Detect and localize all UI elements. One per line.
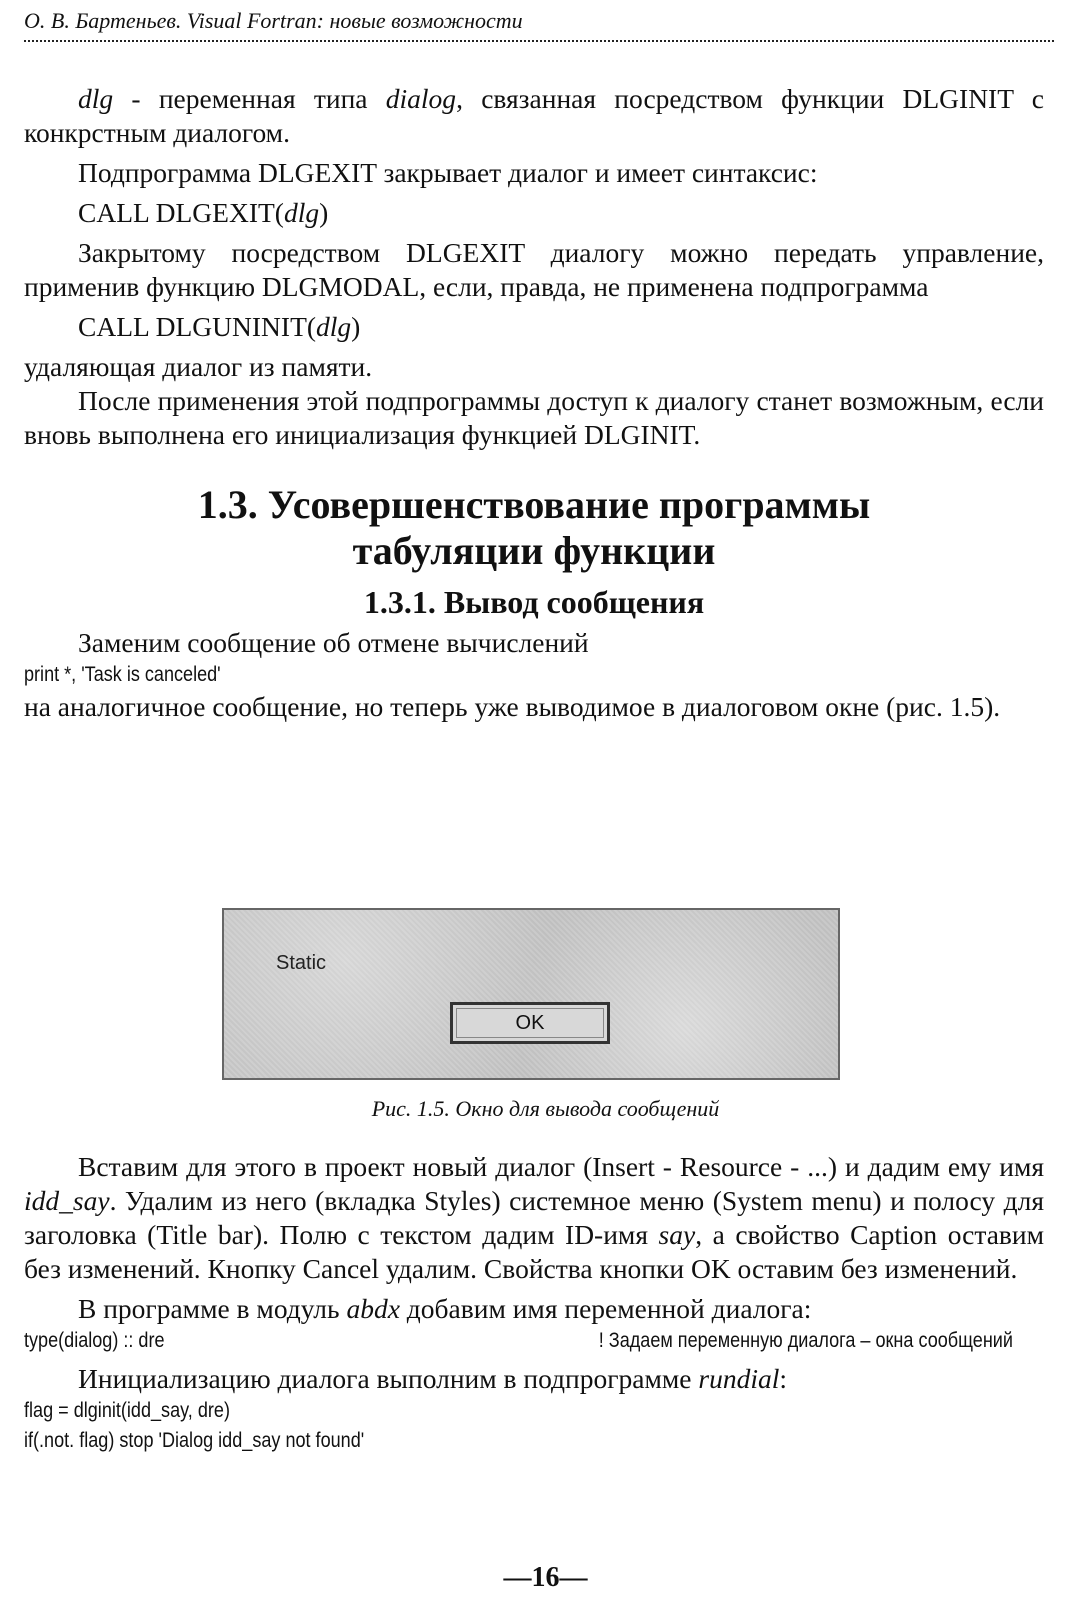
dialog-figure xyxy=(222,908,840,1080)
code-dlginit: flag = dlginit(idd_say, dre) xyxy=(24,1399,230,1422)
page-number: —16— xyxy=(503,1562,588,1593)
running-header: О. В. Бартеньев. Visual Fortran: новые возможности xyxy=(24,8,523,33)
static-text-label: Static xyxy=(276,952,327,974)
paragraph-init: Инициализацию диалога выполним в подпрограмме rundial: xyxy=(78,1363,788,1394)
paragraph-dlgmodal: Закрытому посредством DLGEXIT диалогу можно передать управление, применив функцию DLGMODAL, если, правда, не применена подпрограмма xyxy=(24,237,1044,302)
ok-button[interactable]: OK xyxy=(450,1002,610,1044)
code-stop: if(.not. flag) stop 'Dialog idd_say not found' xyxy=(24,1429,365,1452)
paragraph-insert-dialog: Вставим для этого в проект новый диалог (Insert - Resource - ...) и дадим ему имя idd_say. Удалим из него (вкладка Styles) системное меню (System menu) и полосу для заголовка (Title bar). Полю с текстом дадим ID-имя say, а свойство Caption оставим без изменений. Кнопку Cancel удалим. Свойства кнопки OK оставим без изменений. xyxy=(24,1151,1044,1284)
paragraph-module: В программе в модуль abdx добавим имя переменной диалога: xyxy=(78,1293,812,1324)
paragraph-after: После применения этой подпрограммы доступ к диалогу станет возможным, если вновь выполнена его инициализация функцией DLGINIT. xyxy=(24,385,1044,450)
paragraph-dlgexit: Подпрограмма DLGEXIT закрывает диалог и имеет синтаксис: xyxy=(78,157,818,188)
paragraph-analog: на аналогичное сообщение, но теперь уже выводимое в диалоговом окне (рис. 1.5). xyxy=(24,691,1001,722)
subsection-heading: 1.3.1. Вывод сообщения xyxy=(363,584,705,620)
paragraph-replace: Заменим сообщение об отмене вычислений xyxy=(78,627,589,658)
call-dlguninit: CALL DLGUNINIT(dlg) xyxy=(78,311,361,342)
paragraph-dlg: dlg - переменная типа dialog, связанная посредством функции DLGINIT с конкрстным диалогом. xyxy=(24,83,1044,148)
header-rule xyxy=(24,40,1054,42)
paragraph-remove: удаляющая диалог из памяти. xyxy=(24,351,373,382)
var-dlg: dlg xyxy=(78,83,114,114)
code-print: print *, 'Task is canceled' xyxy=(24,663,221,686)
figure-caption: Рис. 1.5. Окно для вывода сообщений xyxy=(371,1096,720,1121)
body-text-top xyxy=(24,82,1044,724)
body-text-bottom xyxy=(24,1150,1044,1456)
section-heading: 1.3. Усовершенствование программы табуляции функции xyxy=(197,482,871,573)
code-type-dialog: type(dialog) :: dre ! Задаем переменную диалога – окна сообщений xyxy=(24,1329,1013,1352)
call-dlgexit: CALL DLGEXIT(dlg) xyxy=(78,197,329,228)
